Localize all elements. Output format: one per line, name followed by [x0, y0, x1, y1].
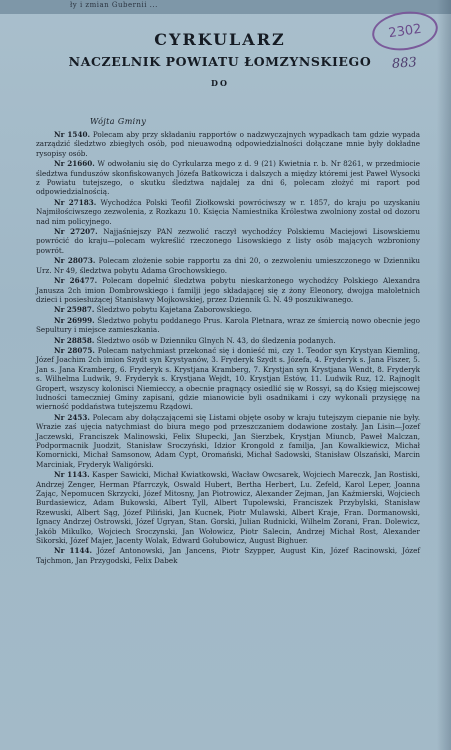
document-title: CYRKULARZ — [154, 30, 286, 49]
paragraph — [36, 130, 420, 158]
paragraph-number: Nr 2453. — [54, 412, 90, 422]
addressee: Wójta Gminy — [90, 117, 147, 126]
paragraph-text: Polecam złożenie sobie rapportu za dni 20, o zezwoleniu umieszczonego w Dzienniku Urz. Nr 49, śledztwa pobytu Adama Grochowskiego. — [36, 256, 420, 275]
paragraph — [36, 305, 420, 314]
paragraph-text: Polecam aby dołączającemi się Listami objęte osoby w kraju tutejszym ciepanie nie były. Wrazie zaś ujęcia natychmiast do biura mego pod przeszczaniem dodawione zostały. Jan Lisin—Jozef Jaczewski, Franciszek Malinowski, Felix Słupecki, Jan Sierzbek, Krystjan Miuncb, Paweł Malczan, Podpormacnik Juodzit, Stanisław Sroczyński, Idzior Krongold z familja, Jan Kowalkiewicz, Michał Komornicki, Michał Samsonow, Adam Cypt, Oromański, Michał Sadowski, Stanisław Olszański, Marcin Marciniak, Fryderyk Waligórski. — [36, 412, 420, 469]
paragraph — [36, 159, 420, 197]
paragraph — [36, 276, 420, 304]
paragraph-text: W odwołaniu się do Cyrkularza mego z d. 9 (21) Kwietnia r. b. Nr 8261, w przedmiocie śledztwa funduszów skonfiskowanych Józefa Batkowicza i dalszych a między któremi jest Paweł Wysocki z Powiatu tutejszego, o skutku śledztwa najdalej za dni 6, polecam złożyć mi raport pod odpowiedzialnością. — [36, 159, 420, 197]
paragraph — [36, 227, 420, 255]
paragraph-text: Śledztwo pobytu Kajetana Zaborowskiego. — [96, 305, 252, 315]
paragraph-number: Nr 26477. — [54, 276, 98, 286]
preposition-do: DO — [211, 78, 229, 88]
paragraph-number: Nr 28075. — [54, 345, 95, 355]
paragraph-text: Polecam dopełnić śledztwa pobytu nieskarżonego wychodźcy Polskiego Alexandra Janusza 2ch imion Dombrowskiego i familji jego składającej się z żony Eleonory, dwojga małoletnich dzieci i posiesłużącej Stanisławy Mojkowskiej, przez Dziennik G. N. 49 poszukiwanego. — [36, 276, 420, 304]
paragraph-text: Polecam natychmiast przekonać się i donieść mi, czy 1. Teodor syn Krystyan Kiemling, Józef Joachim 2ch imion Szydt syn Krystyanów, 3. Fryderyk Szydt s. Józefa, 4. Fryderyk s. Jana Fiszer, 5. Jan s. Jana Kramberg, 6. Fryderyk s. Krystjana Kramberg, 7. Krystjan syn Krystjana Wendt, 8. Fryderyk s. Wilhelma Ludwik, 9. Fryderyk s. Krystjana Wejdt, 10. Krystjan Estów, 11. Ludwik Ruz, 12. Rajnoglt Gropert, wszyscy kolonisci Niemieccy, a obecnie pragnący osiedlić się w Rossyi, są do Księg miejscowej ludności tameczniej Gminy zapisani, gdzie mianowicie byli osadnikami i czy wykonali przysięgę na wierność poddaństwa tutejszemu Rządowi. — [36, 345, 420, 412]
paragraph-text: Wychodźca Polski Teofil Ziołkowski powróciwszy w r. 1857, do kraju po uzyskaniu Najmiłościwszego zezwolenia, z Rozkazu 10. Księcia Namiestnika Królestwa zwolniony został od dozoru nad nim policyjnego. — [36, 197, 420, 226]
paragraph — [36, 470, 420, 545]
paragraph-number: Nr 1144. — [54, 546, 92, 556]
top-edge-text: ły i zmian Gubernii ... — [70, 1, 158, 9]
right-margin-shadow — [437, 0, 451, 750]
paragraph-number: Nr 26999. — [54, 315, 95, 325]
paragraph — [36, 336, 420, 345]
document-body — [36, 130, 420, 566]
paragraph-text: Józef Antonowski, Jan Jancens, Piotr Szypper, August Kin, Józef Racinowski, Józef Tajchmon, Jan Przygodski, Felix Dabek — [36, 546, 420, 565]
paragraph — [36, 546, 420, 565]
stamp-number: 2302 — [387, 21, 423, 41]
paragraph-number: Nr 28073. — [54, 256, 96, 266]
paragraph-number: Nr 25987. — [54, 305, 95, 315]
paragraph-number: Nr 1540. — [54, 130, 90, 139]
handwritten-number: 883 — [391, 55, 418, 72]
paragraph-number: Nr 27183. — [54, 197, 97, 207]
paragraph-text: Polecam aby przy składaniu rapportów o nadzwyczajnych wypadkach tam gdzie wypada zarządzić śledztwo zbiegłych osób, pod nieuawodną odpowiedzialności dołączane mnie były dokładne rysopisy osób. — [36, 130, 421, 158]
paragraph — [36, 316, 420, 335]
paragraph — [36, 413, 420, 469]
paragraph — [36, 346, 420, 412]
paragraph — [36, 198, 420, 226]
paragraph-number: Nr 28858. — [54, 335, 95, 345]
paragraph-number: Nr 1143. — [54, 470, 90, 480]
paragraph-text: Śledztwo osób w Dzienniku Glnych N. 43, do śledzenia podanych. — [96, 335, 336, 345]
paragraph-text: Kasper Sawicki, Michał Kwiatkowski, Wacław Owcsarek, Wojciech Mareczk, Jan Rostiski, Andrzej Zenger, Herman Pfarrczyk, Oswald Hubert, Bertha Herbert, Lu. Zefeld, Karol Leper, Joanna Zając, Nepomucen Skrzycki, Józef Mitosny, Jan Piotrowicz, Alexander Zejman, Jan Kaźmierski, Wojciech Burdasiewicz, Adam Bukowski, Albert Tyll, Albert Tupolewski, Franciszek Przybylski, Stanisław Rzewuski, Albert Sąg, Józef Piliński, Jan Kucnek, Piotr Mulawski, Albert Kraje, Fran. Dormanowski, Ignacy Andrzej Ostrowski, Józef Ugryan, Stan. Gorski, Julian Rudnicki, Wilhelm Zorani, Fran. Dolewicz, Jakób Mikulko, Wojciech Sroczynski, Jan Wołowicz, Piotr Salecin, Andrzej Michał Rost, Alexander Sikorski, Józef Majer, Jacenty Wolak, Edward Gołubowicz, August Bighuer. — [36, 470, 420, 546]
document-header — [20, 30, 420, 88]
top-edge-strip — [0, 0, 451, 14]
paragraph-text: Śledztwo pobytu poddanego Prus. Karola Pletnara, wraz ze śmiercią nowo obecnie jego Sepultury i miejsce zamieszkania. — [36, 315, 420, 335]
paragraph-text: Najjaśniejszy PAN zezwolić raczył wychodźcy Polskiemu Maciejowi Lisowskiemu powrócić do kraju—polecam wykreślić rzeczonego Lisowskiego z listy osób mających wzbroniony powrót. — [36, 227, 420, 255]
document-subtitle: NACZELNIK POWIATU ŁOMZYNSKIEGO — [68, 54, 372, 69]
paragraph — [36, 256, 420, 275]
paragraph-number: Nr 27207. — [54, 227, 98, 237]
paragraph-number: Nr 21660. — [54, 159, 95, 169]
